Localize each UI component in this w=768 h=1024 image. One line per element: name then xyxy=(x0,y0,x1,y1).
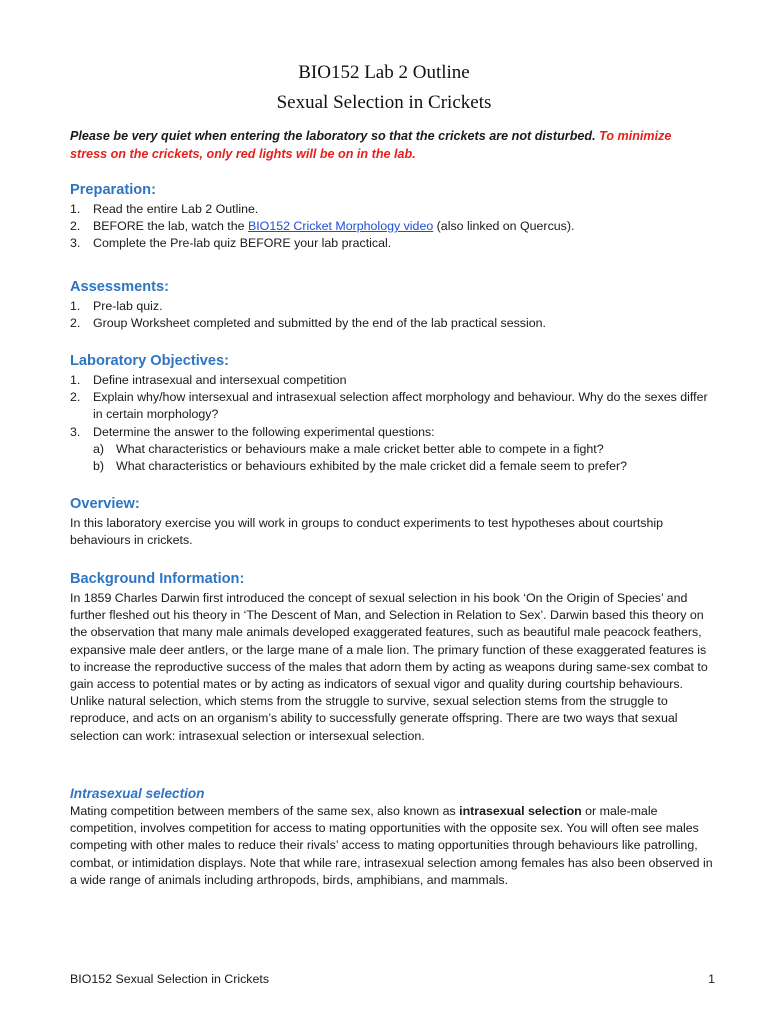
list-item: 2. Explain why/how intersexual and intrasexual selection affect morphology and behaviour. Why do the sexes differ in certain morphology? xyxy=(70,390,708,422)
footer-title: BIO152 Sexual Selection in Crickets xyxy=(70,972,270,986)
intro-notice-red: To minimize stress on the crickets, only red lights will be on in the lab. xyxy=(70,129,672,161)
background-heading: Background Information: xyxy=(70,571,245,587)
intrasexual-section xyxy=(70,784,715,889)
objectives-heading: Laboratory Objectives: xyxy=(70,353,229,369)
cricket-morphology-video-link[interactable]: BIO152 Cricket Morphology video xyxy=(247,219,434,234)
list-item: 3. Complete the Pre-lab quiz BEFORE your lab practical. xyxy=(70,236,392,251)
intro-notice-black: Please be very quiet when entering the laboratory so that the crickets are not disturbed. xyxy=(70,129,600,143)
overview-heading: Overview: xyxy=(70,496,140,512)
overview-text: In this laboratory exercise you will work in groups to conduct experiments to test hypotheses about courtship behaviours in crickets. xyxy=(70,516,663,548)
background-paragraph-2: Unlike natural selection, which stems from the struggle to survive, sexual selection stems from the struggle to reproduce, and acts on an organism’s ability to successfully generate offspring. There are two ways that sexual selection can work: intrasexual selection or intersexual selection. xyxy=(70,694,678,743)
list-item: 2. BEFORE the lab, watch the BIO152 Cricket Morphology video (also linked on Quercus). xyxy=(70,219,575,234)
background-section xyxy=(70,569,715,745)
assessments-section xyxy=(70,277,715,332)
intro-notice xyxy=(70,127,710,163)
title-line-2: Sexual Selection in Crickets xyxy=(276,92,492,113)
list-item: 2. Group Worksheet completed and submitted by the end of the lab practical session. xyxy=(70,316,546,331)
intrasexual-heading: Intrasexual selection xyxy=(70,786,205,801)
list-subitem: a) What characteristics or behaviours make a male cricket better able to compete in a fight? xyxy=(93,441,604,456)
page-number: 1 xyxy=(708,972,715,986)
intrasexual-paragraph: Mating competition between members of the same sex, also known as intrasexual selection or male-male competition, involves competition for access to mating opportunities with the opposite sex. You will often see males competing with other males to reduce their rivals’ access to mating opportunities through behaviours like patrolling, combat, or intimidation displays. Note that while rare, intrasexual selection among females has also been observed in a wide range of animals including arthropods, birds, amphibians, and mammals. xyxy=(70,804,713,887)
list-subitem: b) What characteristics or behaviours exhibited by the male cricket did a female seem to prefer? xyxy=(93,459,628,474)
document-title xyxy=(0,58,768,118)
list-item: 1. Pre-lab quiz. xyxy=(70,299,163,313)
background-paragraph-1: In 1859 Charles Darwin first introduced the concept of sexual selection in his book ‘On the Origin of Species’ and further fleshed out his theory in ‘The Descent of Man, and Selection in Relation to Sex’. Darwin based this theory on the observation that many male animals developed exaggerated features, such as beautiful male peacock feathers, expansive male deer antlers, or the large mane of a male lion. The primary function of these exaggerated features is to increase the reproductive success of the males that adorn them by acting as weapons during same-sex combat to gain access to potential mates or by acting as indicators of sexual vigor and quality during courtship behaviours. xyxy=(70,591,708,692)
list-item: 1. Define intrasexual and intersexual competition xyxy=(70,373,347,387)
preparation-section xyxy=(70,180,715,253)
objectives-section xyxy=(70,351,715,475)
assessments-heading: Assessments: xyxy=(70,279,169,295)
title-line-1: BIO152 Lab 2 Outline xyxy=(298,62,470,83)
list-item: 3. Determine the answer to the following experimental questions: xyxy=(70,424,435,439)
page-footer xyxy=(70,972,715,986)
preparation-heading: Preparation: xyxy=(70,182,156,198)
overview-section xyxy=(70,494,715,549)
list-item: 1. Read the entire Lab 2 Outline. xyxy=(70,202,259,216)
